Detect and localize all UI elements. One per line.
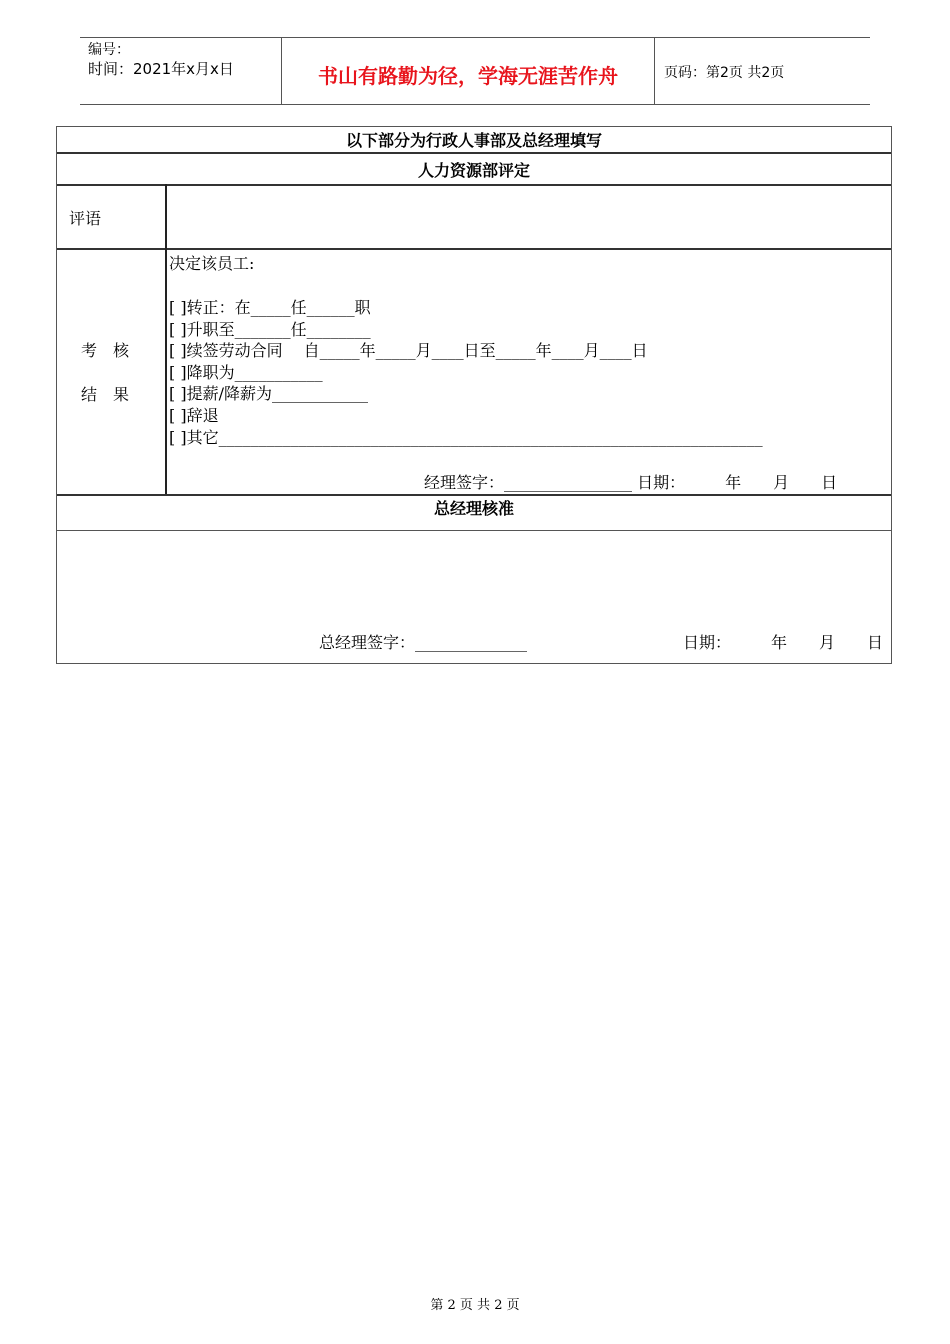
row-divider — [57, 152, 891, 154]
decision-options — [169, 297, 763, 448]
option-promote[interactable]: [ ]升职至_______任________ — [169, 319, 371, 339]
result-label-line2: 结 果 — [81, 385, 130, 404]
page-footer: 第 2 页 共 2 页 — [430, 1298, 520, 1313]
row-divider — [57, 494, 891, 496]
header-divider-right — [654, 38, 655, 104]
section-hr-title: 人力资源部评定 — [417, 161, 530, 180]
option-dismiss[interactable]: [ ]辞退 — [169, 405, 219, 425]
decision-intro: 决定该员工: — [169, 254, 255, 273]
option-demote[interactable]: [ ]降职为___________ — [169, 362, 323, 382]
section-gm-title: 总经理核准 — [433, 499, 514, 518]
label-column-divider — [165, 184, 167, 494]
comment-label: 评语 — [69, 209, 102, 228]
gm-signature-line[interactable]: 总经理签字：______________ — [319, 633, 528, 652]
comment-field[interactable] — [167, 186, 891, 248]
evaluation-form — [56, 126, 892, 664]
doc-number-label: 编号： — [88, 42, 130, 58]
option-renew-contract[interactable]: [ ]续签劳动合同 自_____年_____月____日至_____年____月____日 — [169, 341, 648, 361]
page-info: 页码：第2页 共2页 — [664, 65, 785, 81]
manager-signature-line[interactable]: 经理签字：________________ 日期： 年 月 日 — [424, 473, 838, 492]
section-admin-title: 以下部分为行政人事部及总经理填写 — [345, 131, 602, 150]
motto-text: 书山有路勤为径，学海无涯苦作舟 — [318, 64, 618, 88]
option-salary-change[interactable]: [ ]提薪/降薪为____________ — [169, 384, 368, 404]
row-divider — [57, 248, 891, 250]
gm-date-line[interactable]: 日期： 年 月 日 — [683, 633, 884, 652]
option-confirm[interactable]: [ ]转正：在_____任______职 — [169, 298, 371, 317]
header-bottom-rule — [80, 104, 870, 105]
gm-approval-field[interactable] — [57, 532, 891, 628]
doc-time-label: 时间：2021年x月x日 — [88, 60, 234, 78]
result-label-line1: 考 核 — [81, 341, 130, 360]
option-other[interactable]: [ ]其它____________________________________________________________________ — [169, 427, 763, 447]
header-top-rule — [80, 37, 870, 38]
row-divider — [57, 530, 891, 531]
